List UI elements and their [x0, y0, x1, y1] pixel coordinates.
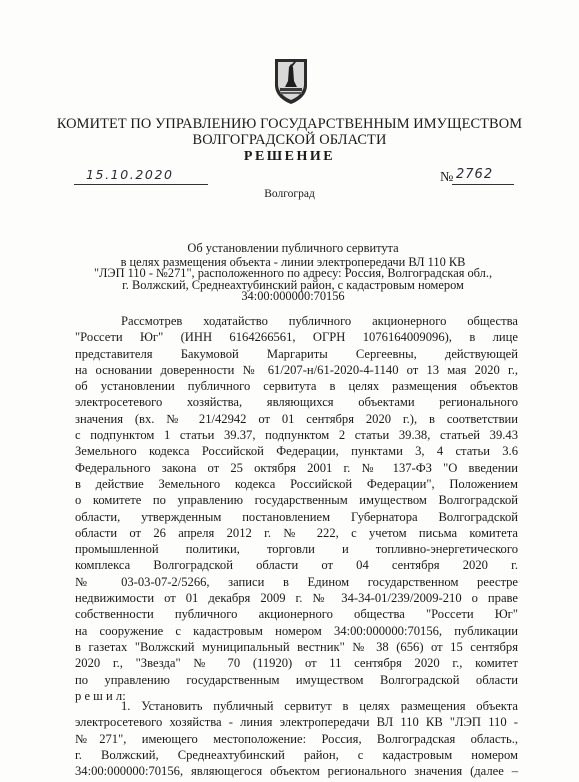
body-line: значения (вх. № 21/42942 от 01 сентября 2020 г.), в соответствии [75, 411, 518, 426]
city-name: Волгоград [264, 188, 315, 200]
number-field [452, 166, 514, 185]
handwritten-date: 15.10.2020 [86, 167, 174, 182]
body-line: 2020 г., "Звезда" № 70 (11920) от 11 сентября 2020 г., комитет [75, 656, 518, 671]
body-line: электросетевого хозяйства, являющихся объектами регионального [75, 395, 518, 410]
body-line: комплекса Волгоградской области от 04 сентября 2020 г. [75, 558, 518, 573]
subject-line: 34:00:000000:70156 [241, 288, 345, 303]
body-line: недвижимости от 01 декабря 2009 г. № 34-34-01/239/2009-210 о праве [75, 591, 518, 606]
body-line: в действие Земельного кодекса Российской Федерации", Положением [75, 476, 518, 491]
body-line: области, утвержденным постановлением Губернатора Волгоградской [75, 509, 518, 524]
body-line: о комитете по управлению государственным имуществом Волгоградской [75, 493, 518, 508]
body-line: области от 26 апреля 2012 г. № 222, с учетом письма комитета [75, 525, 518, 540]
committee-name-line2: ВОЛГОГРАДСКОЙ ОБЛАСТИ [192, 132, 387, 148]
number-label: № [440, 170, 454, 185]
clause-line: 1. Установить публичный сервитут в целях размещения объекта [121, 699, 518, 713]
body-line: в газетах "Волжский муниципальный вестник" № 38 (656) от 15 сентября [75, 639, 518, 654]
subject-line: Об установлении публичного сервитута [187, 241, 399, 255]
subject-block [70, 243, 516, 302]
document-type-title: РЕШЕНИЕ [243, 149, 336, 164]
body-line: на сооружение с кадастровым номером 34:00:000000:70156, публикации [75, 623, 518, 638]
body-line: Рассмотрев ходатайство публичного акционерного общества [121, 314, 518, 328]
handwritten-number: 2762 [456, 167, 494, 182]
preamble-paragraph [75, 313, 518, 704]
body-line: на основании доверенности № 61/207-н/61-2020-4-1140 от 13 мая 2020 г., [75, 362, 518, 377]
body-line: Федерального закона от 25 октября 2001 г. № 137-ФЗ "О введении [75, 460, 518, 475]
body-line: промышленной политики, торговли и топливно-энергетического [75, 542, 518, 557]
body-line: "Россети Юг" (ИНН 6164266561, ОГРН 1076164009096), в лице [75, 330, 518, 345]
body-line: представителя Бакумовой Маргариты Сергеевны, действующей [75, 346, 518, 361]
body-line: Земельного кодекса Российской Федерации, пунктами 3, 4 статьи 3.6 [75, 444, 518, 459]
volgograd-coat-of-arms-icon [271, 57, 311, 105]
body-line: по управлению государственным имуществом Волгоградской области [75, 672, 518, 687]
subject-line: в целях размещения объекта - линии электропередачи ВЛ 110 КВ [120, 255, 466, 270]
clause-line: 34:00:000000:70156, являющегося объектом регионального значения (далее – [75, 764, 518, 779]
body-line: об установлении публичного сервитута в целях размещения объектов [75, 379, 518, 394]
body-line: № 03-03-07-2/5266, записи в Едином государственном реестре [75, 574, 518, 589]
decided-line: р е ш и л: [75, 688, 126, 703]
clause-line: №271", имеющего местоположение: Россия, Волгоградская область., [75, 731, 518, 746]
clause-line: г. Волжский, Среднеахтубинский район, с кадастровым номером [75, 747, 518, 762]
subject-line: "ЛЭП 110 - №271", расположенного по адресу: Россия, Волгоградская обл., [93, 266, 493, 281]
clause-1-paragraph [75, 698, 518, 779]
date-field [74, 166, 208, 185]
body-line: с подпунктом 1 статьи 39.37, подпунктом 2 статьи 39.38, статьей 39.43 [75, 428, 518, 443]
body-line: собственности публичного акционерного общества "Россети Юг" [75, 607, 518, 622]
committee-name-line1: КОМИТЕТ ПО УПРАВЛЕНИЮ ГОСУДАРСТВЕННЫМ ИМУЩЕСТВОМ [56, 116, 523, 132]
clause-line: электросетевого хозяйства - линия электропередачи ВЛ 110 КВ "ЛЭП 110 - [75, 715, 518, 730]
subject-line: г. Волжский, Среднеахтубинский район, с кадастровым номером [122, 277, 464, 292]
